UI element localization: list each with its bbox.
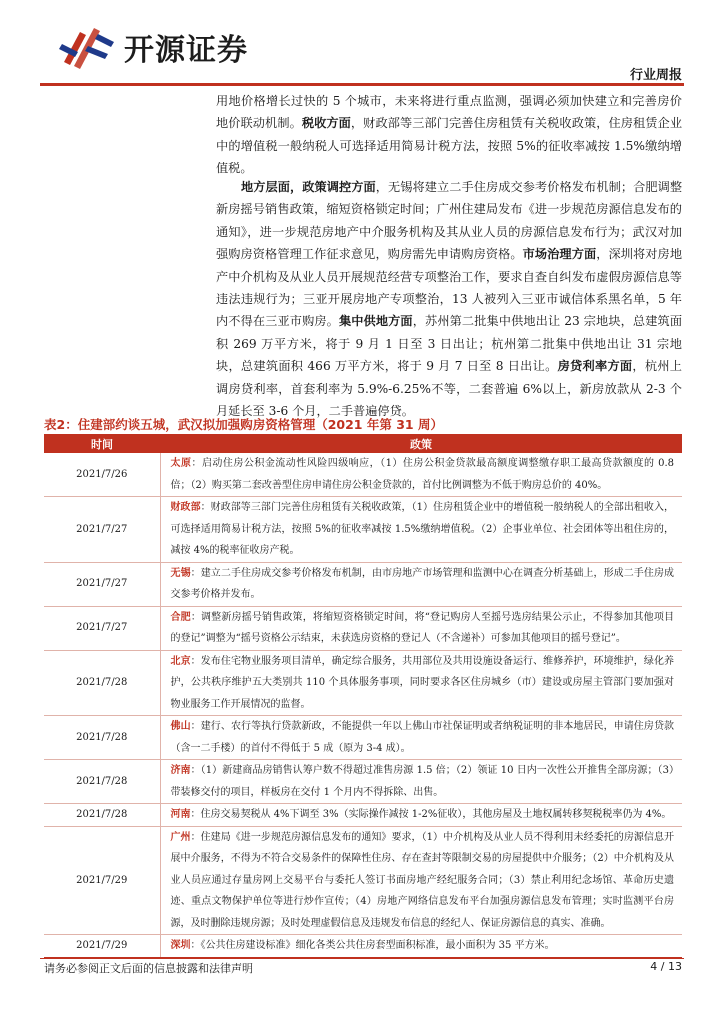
row-date: 2021/7/28 — [44, 716, 160, 760]
table-row — [44, 826, 682, 935]
row-city: 济南 — [170, 765, 191, 776]
table-header-policy: 政策 — [160, 434, 682, 453]
row-policy-text: ：建立二手住房成交参考价格发布机制，由市房地产市场管理和监测中心在调查分析基础上，形成二手住房成交参考价格并发布。 — [170, 567, 675, 600]
table-row — [44, 497, 682, 563]
row-date: 2021/7/26 — [44, 453, 160, 497]
table-title: 表2：住建部约谈五城，武汉拟加强购房资格管理（2021 年第 31 周） — [44, 417, 443, 432]
body-paragraph-2 — [216, 176, 682, 422]
row-date: 2021/7/27 — [44, 562, 160, 606]
body-paragraph-1 — [216, 90, 682, 180]
row-policy-text: ：住房交易契税从 4%下调至 3%（实际操作减按 1-2%征收），其他房屋及土地权属转移契税税率仍为 4%。 — [190, 809, 672, 820]
row-date: 2021/7/28 — [44, 760, 160, 804]
row-policy — [160, 804, 682, 827]
table-row — [44, 760, 682, 804]
row-date: 2021/7/29 — [44, 935, 160, 958]
row-date: 2021/7/27 — [44, 606, 160, 650]
para2-text-3: ，苏州第二批集中供地出让 23 宗地块，总建筑面积 269 万平方米，将于 9 月 1 日至 3 日出让；杭州第二批集中供地出让 31 宗地块，总建筑面积 466 万平方米，将于 9 月 7 日至 8 日出让。 — [216, 314, 683, 374]
row-policy-text: ：财政部等三部门完善住房租赁有关税收政策，（1）住房租赁企业中的增值税一般纳税人的全部出租收入，可选择适用简易计税方法，按照 5%的征收率减按 1.5%缴纳增值税。（2）企事业单位、社会团体等出租住房的，减按 4%的税率征收房产税。 — [170, 502, 674, 556]
row-policy-text: ：（1）新建商品房销售认筹户数不得超过准售房源 1.5 倍；（2）领证 10 日内一次性公开推售全部房源；（3）带装修交付的项目，样板房在交付 1 个月内不得拆除、出售。 — [170, 765, 674, 798]
table-row — [44, 606, 682, 650]
row-policy — [160, 606, 682, 650]
row-city: 广州 — [170, 831, 191, 843]
row-policy — [160, 935, 682, 958]
row-city: 北京 — [170, 655, 191, 667]
page-number: 4 / 13 — [650, 960, 682, 973]
para2-bold-1: 地方层面，政策调控方面 — [241, 180, 376, 194]
row-policy-text: ：建行、农行等执行贷款新政，不能提供一年以上佛山市社保证明或者纳税证明的非本地居民，申请住房贷款（含一二手楼）的首付不得低于 5 成（原为 3-4 成）。 — [170, 721, 675, 754]
row-city: 合肥 — [170, 611, 191, 623]
table-row — [44, 562, 682, 606]
para2-text-4: ，杭州上调房贷利率，首套利率为 5.9%-6.25%不等，二套普遍 6%以上，新房放款从 2-3 个月延长至 3-6 个月，二手普遍停贷。 — [216, 359, 682, 419]
row-policy — [160, 760, 682, 804]
row-policy — [160, 562, 682, 606]
table-body — [44, 453, 682, 958]
row-policy — [160, 826, 682, 935]
para2-bold-2: 市场治理方面 — [522, 247, 597, 262]
row-policy-text: ：发布住宅物业服务项目清单，确定综合服务，共用部位及共用设施设备运行、维修养护，环境维护，绿化养护，公共秩序维护五大类别共 110 个具体服务事项，同时要求各区住房城乡（市）建设或房屋主管部门要加强对物业服务工作开展情况的监督。 — [170, 655, 675, 710]
company-logo — [58, 22, 288, 72]
para1-bold: 税收方面 — [301, 116, 351, 131]
para2-text-2: ，深圳将对房地产中介机构及从业人员开展规范经营专项整治工作，要求自查自纠发布虚假房源信息等违法违规行为；三亚开展房地产专项整治，13 人被列入三亚市诚信体系黑名单，5 年内不得在三亚市购房。 — [216, 247, 683, 329]
row-policy — [160, 453, 682, 497]
row-city: 太原 — [170, 458, 192, 469]
header-divider — [40, 83, 684, 86]
row-policy — [160, 650, 682, 716]
row-date: 2021/7/27 — [44, 497, 160, 563]
row-policy-text: ：调整新房摇号销售政策，将缩短资格锁定时间，将“登记购房人至摇号选房结果公示止，不得参加其他项目的登记”调整为“摇号资格公示结束，未获选房资格的登记人（不含递补）可参加其他项目的摇号登记”。 — [170, 611, 674, 644]
row-city: 佛山 — [170, 721, 191, 732]
table-header-row — [44, 434, 682, 453]
table-row — [44, 935, 682, 958]
row-policy-text: ：启动住房公积金流动性风险四级响应，（1）住房公积金贷款最高额度调整缴存职工最高贷款额度的 0.8 倍；（2）购买第二套改善型住房申请住房公积金贷款的，首付比例调整为不低于购房总价的 40%。 — [170, 458, 674, 491]
row-city: 深圳 — [170, 940, 191, 951]
row-policy — [160, 716, 682, 760]
row-city: 河南 — [170, 809, 191, 820]
row-policy — [160, 497, 682, 563]
company-name: 开源证券 — [124, 33, 248, 68]
row-policy-text: ：《公共住房建设标准》细化各类公共住房套型面积标准，最小面积为 35 平方米。 — [190, 940, 555, 951]
row-date: 2021/7/28 — [44, 804, 160, 827]
para2-bold-4: 房贷利率方面 — [557, 359, 633, 374]
kaiyuan-logo-icon — [58, 22, 120, 72]
para1-rest: ，财政部等三部门完善住房租赁有关税收政策，住房租赁企业中的增值税一般纳税人可选择适用简易计税方法，按照 5%的征收率减按 1.5%缴纳增值税。 — [216, 116, 683, 176]
para2-text-1: ，无锡将建立二手住房成交参考价格发布机制；合肥调整新房摇号销售政策，缩短资格锁定时间；广州住建局发布《进一步规范房源信息发布的通知》，进一步规范房地产中介服务机构及其从业人员的房源信息发布行为；武汉对加强购房资格管理工作征求意见，购房需先申请购房资格。 — [216, 180, 683, 262]
report-type: 行业周报 — [629, 68, 682, 83]
policy-table — [44, 434, 682, 959]
footer-disclaimer: 请务必参阅正文后面的信息披露和法律声明 — [44, 962, 253, 975]
row-policy-text: ：住建局《进一步规范房源信息发布的通知》要求，（1）中介机构及从业人员不得利用未经委托的房源信息开展中介服务，不得为不符合交易条件的保障性住房、存在查封等限制交易的房屋提供中介服务；（2）中介机构及从业人员应通过存量房网上交易平台与委托人签订书面房地产经纪服务合同；（3）禁止利用纪念场馆、革命历史遗迹、重点文物保护单位等进行炒作宣传；（4）房地产网络信息发布平台加强房源信息发布管理；实时监测平台房源，及时删除违规房源；及时处理虚假信息及违规发布信息的经纪人、保证房源信息的真实、准确。 — [170, 831, 674, 929]
table-row — [44, 804, 682, 827]
para1-text: 用地价格增长过快的 5 个城市，未来将进行重点监测，强调必须加快建立和完善房价地价联动机制。 — [216, 94, 682, 131]
row-city: 财政部 — [170, 502, 201, 513]
row-city: 无锡 — [170, 567, 191, 579]
table-row — [44, 453, 682, 497]
footer-divider — [40, 958, 684, 959]
row-date: 2021/7/29 — [44, 826, 160, 935]
table-row — [44, 716, 682, 760]
table-row — [44, 650, 682, 716]
para2-bold-3: 集中供地方面 — [338, 314, 413, 329]
row-date: 2021/7/28 — [44, 650, 160, 716]
table-header-time: 时间 — [44, 434, 160, 453]
